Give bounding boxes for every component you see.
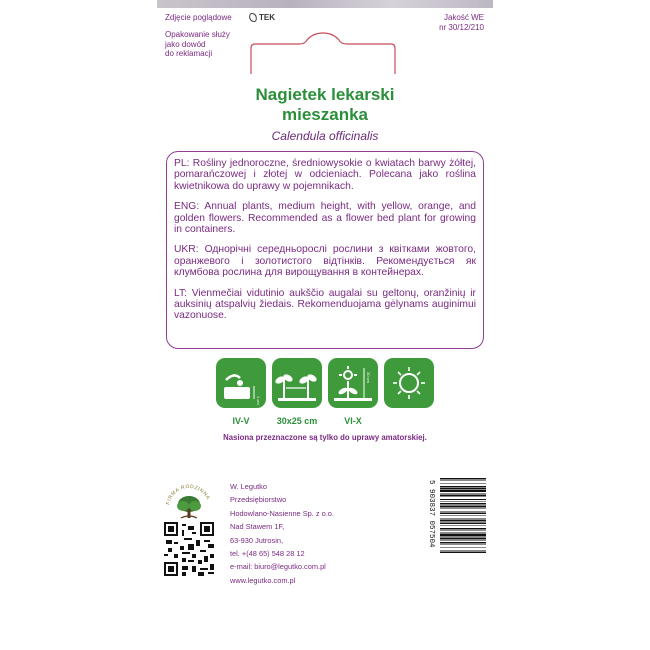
qr-code[interactable] xyxy=(164,522,214,576)
description-lt: LT: Vienmečiai vidutinio aukščio augalai su geltonų, oranžinių ir auksinių atspalvių žiedais. Rekomenduojama gėlynams auginimui vazonuose. xyxy=(174,287,476,322)
flowering-icon xyxy=(328,358,378,408)
company-city: 63-930 Jutrosin, xyxy=(230,535,283,545)
plant-spacing: 30x25 cm xyxy=(276,416,318,426)
barcode-number: 5 903837 057504 xyxy=(427,480,435,548)
family-company-tree-logo xyxy=(163,478,215,522)
packaging-line-1: Opakowanie służy xyxy=(165,30,230,39)
description-box xyxy=(166,151,484,349)
flowering-period: VI-X xyxy=(344,416,362,426)
amateur-use-notice: Nasiona przeznaczone są tylko do uprawy amatorskiej. xyxy=(223,433,427,442)
product-photo-edge xyxy=(157,0,493,8)
barcode xyxy=(426,478,486,576)
company-line-3: Hodowlano-Nasienne Sp. z o.o. xyxy=(230,508,334,518)
sowing-depth-mark: 1 cm xyxy=(256,396,261,405)
packaging-note xyxy=(165,30,230,59)
tek-leaf-icon xyxy=(248,13,258,22)
product-title-line-2: mieszanka xyxy=(282,105,368,124)
quality-line-2: nr 30/12/210 xyxy=(439,22,484,32)
tek-label: TEK xyxy=(259,13,275,22)
company-website[interactable]: www.legutko.com.pl xyxy=(230,575,296,585)
company-phone: tel. +(48 65) 548 28 12 xyxy=(230,549,305,559)
description-pl: PL: Rośliny jednoroczne, średniowysokie o kwiatach barwy żółtej, pomarańczowej i złotej w odcieniach. Polecana jako roślina kwietnikowa do uprawy w pojemnikach. xyxy=(174,158,476,192)
company-name: W. Legutko xyxy=(230,482,267,491)
hang-tab-outline xyxy=(247,32,399,76)
quality-mark xyxy=(439,13,484,32)
sowing-icon xyxy=(216,358,266,408)
spacing-icon xyxy=(272,358,322,408)
description-ukr: UKR: Однорічні середньорослі рослини з квітками жовтого, оранжевого і золотистого відтінків. Рекомендується як клумбова рослина для вирощування в контейнерах. xyxy=(174,244,476,279)
photo-note: Zdjęcie poglądowe xyxy=(165,13,232,22)
packaging-line-3: do reklamacji xyxy=(165,49,213,58)
company-address xyxy=(230,480,334,587)
description-en: ENG: Annual plants, medium height, with yellow, orange, and golden flowers. Recommended as a flower bed plant for growing in containers. xyxy=(174,201,476,236)
quality-line-1: Jakość WE xyxy=(443,13,484,22)
plant-height-mark: 30 cm xyxy=(366,372,371,383)
company-street: Nad Stawem 1F, xyxy=(230,522,285,532)
product-title-line-1: Nagietek lekarski xyxy=(255,85,395,104)
logo-arc-text: FIRMA RODZINNA xyxy=(165,483,211,506)
sowing-period: IV-V xyxy=(232,416,250,426)
tek-certificate xyxy=(249,13,275,22)
latin-name: Calendula officinalis xyxy=(271,129,379,143)
sun-icon xyxy=(384,358,434,408)
company-line-2: Przedsiębiorstwo xyxy=(230,495,287,505)
packaging-line-2: jako dowód xyxy=(165,39,206,49)
company-email[interactable]: e-mail: biuro@legutko.com.pl xyxy=(230,562,326,572)
cultivation-icons xyxy=(216,358,434,408)
seed-packet-back xyxy=(157,0,493,650)
